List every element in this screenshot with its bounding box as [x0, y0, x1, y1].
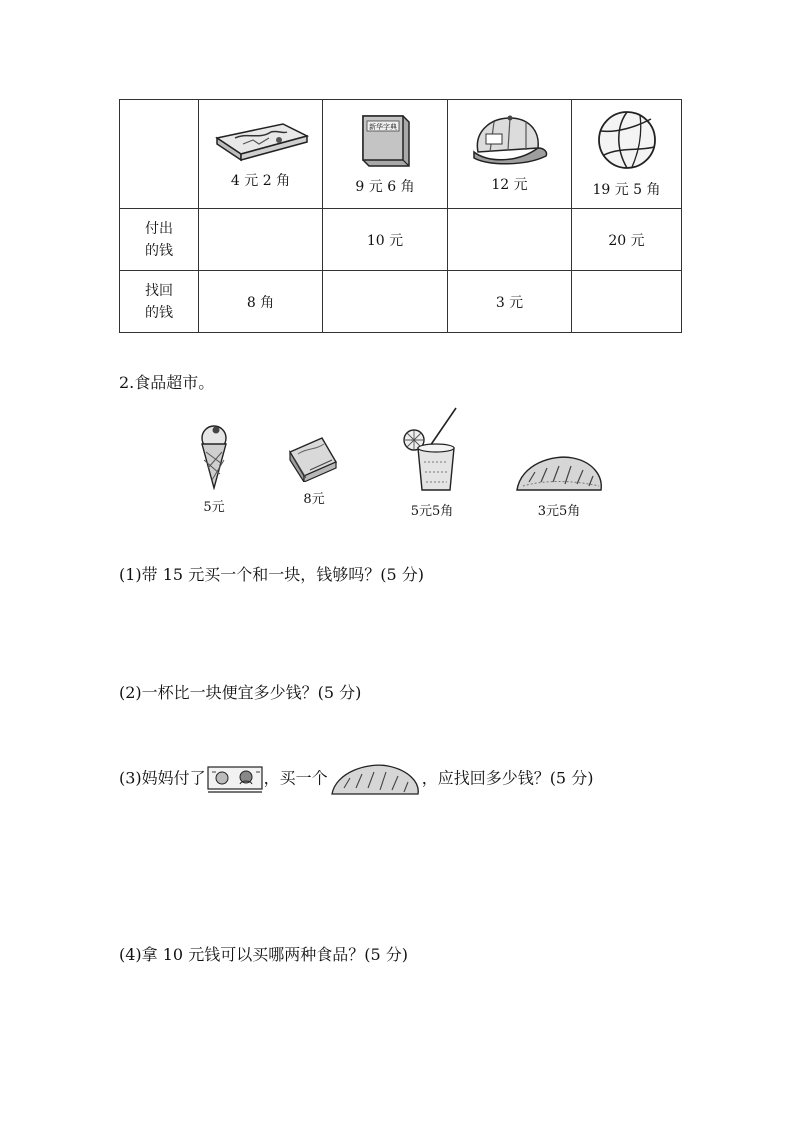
item-price: 12 元	[491, 177, 528, 193]
item-price: 4 元 2 角	[230, 173, 291, 189]
paid-cell: 20 元	[572, 209, 682, 271]
question-3-prefix: (3)妈妈付了	[119, 768, 206, 788]
table-row	[120, 100, 682, 209]
item-price: 9 元 6 角	[355, 179, 415, 195]
food-juice	[396, 406, 468, 519]
bread-icon	[513, 452, 605, 494]
juice-cup-icon	[400, 406, 464, 494]
volleyball-icon	[596, 109, 658, 171]
svg-text:新华字典: 新华字典	[369, 123, 397, 131]
paid-cell[interactable]	[199, 209, 323, 271]
food-cake	[286, 432, 342, 507]
ice-cream-icon	[196, 424, 232, 490]
item-cell-cap	[448, 100, 572, 209]
item-cell-dictionary	[323, 100, 448, 209]
change-cell: 3 元	[448, 271, 572, 333]
item-cell-volleyball	[572, 100, 682, 209]
row-label-change: 找回 的钱	[120, 271, 199, 333]
banknote-icon	[206, 764, 264, 794]
food-price: 3元5角	[537, 504, 581, 519]
change-cell[interactable]	[323, 271, 448, 333]
item-price: 19 元 5 角	[592, 182, 661, 198]
cake-slice-icon	[286, 432, 342, 482]
change-cell: 8 角	[199, 271, 323, 333]
question-4: (4)拿 10 元钱可以买哪两种食品？(5 分)	[119, 945, 408, 964]
item-cell-pencil-case	[199, 100, 323, 209]
question-3-middle: ，买一个	[263, 768, 328, 788]
change-cell[interactable]	[572, 271, 682, 333]
price-table	[119, 99, 682, 333]
pencil-case-icon	[213, 118, 309, 162]
question-3-suffix: ，应找回多少钱？(5 分)	[421, 768, 594, 788]
food-bread	[512, 452, 606, 519]
paid-cell: 10 元	[323, 209, 448, 271]
food-price: 5元5角	[410, 504, 454, 519]
food-price: 8元	[303, 492, 325, 507]
table-corner-cell	[120, 100, 199, 209]
food-price: 5元	[203, 500, 225, 515]
question-2: (2)一杯比一块便宜多少钱？(5 分)	[119, 683, 362, 702]
paid-cell[interactable]	[448, 209, 572, 271]
section-title: 2.食品超市。	[119, 373, 215, 392]
dictionary-book-icon	[355, 112, 415, 168]
bread-icon	[328, 762, 422, 796]
question-1: (1)带 15 元买一个和一块，钱够吗？(5 分)	[119, 565, 424, 584]
cap-icon	[468, 114, 552, 166]
row-label-paid: 付出 的钱	[120, 209, 199, 271]
food-ice-cream	[192, 424, 236, 515]
table-row	[120, 271, 682, 333]
question-3	[119, 762, 593, 796]
table-row	[120, 209, 682, 271]
